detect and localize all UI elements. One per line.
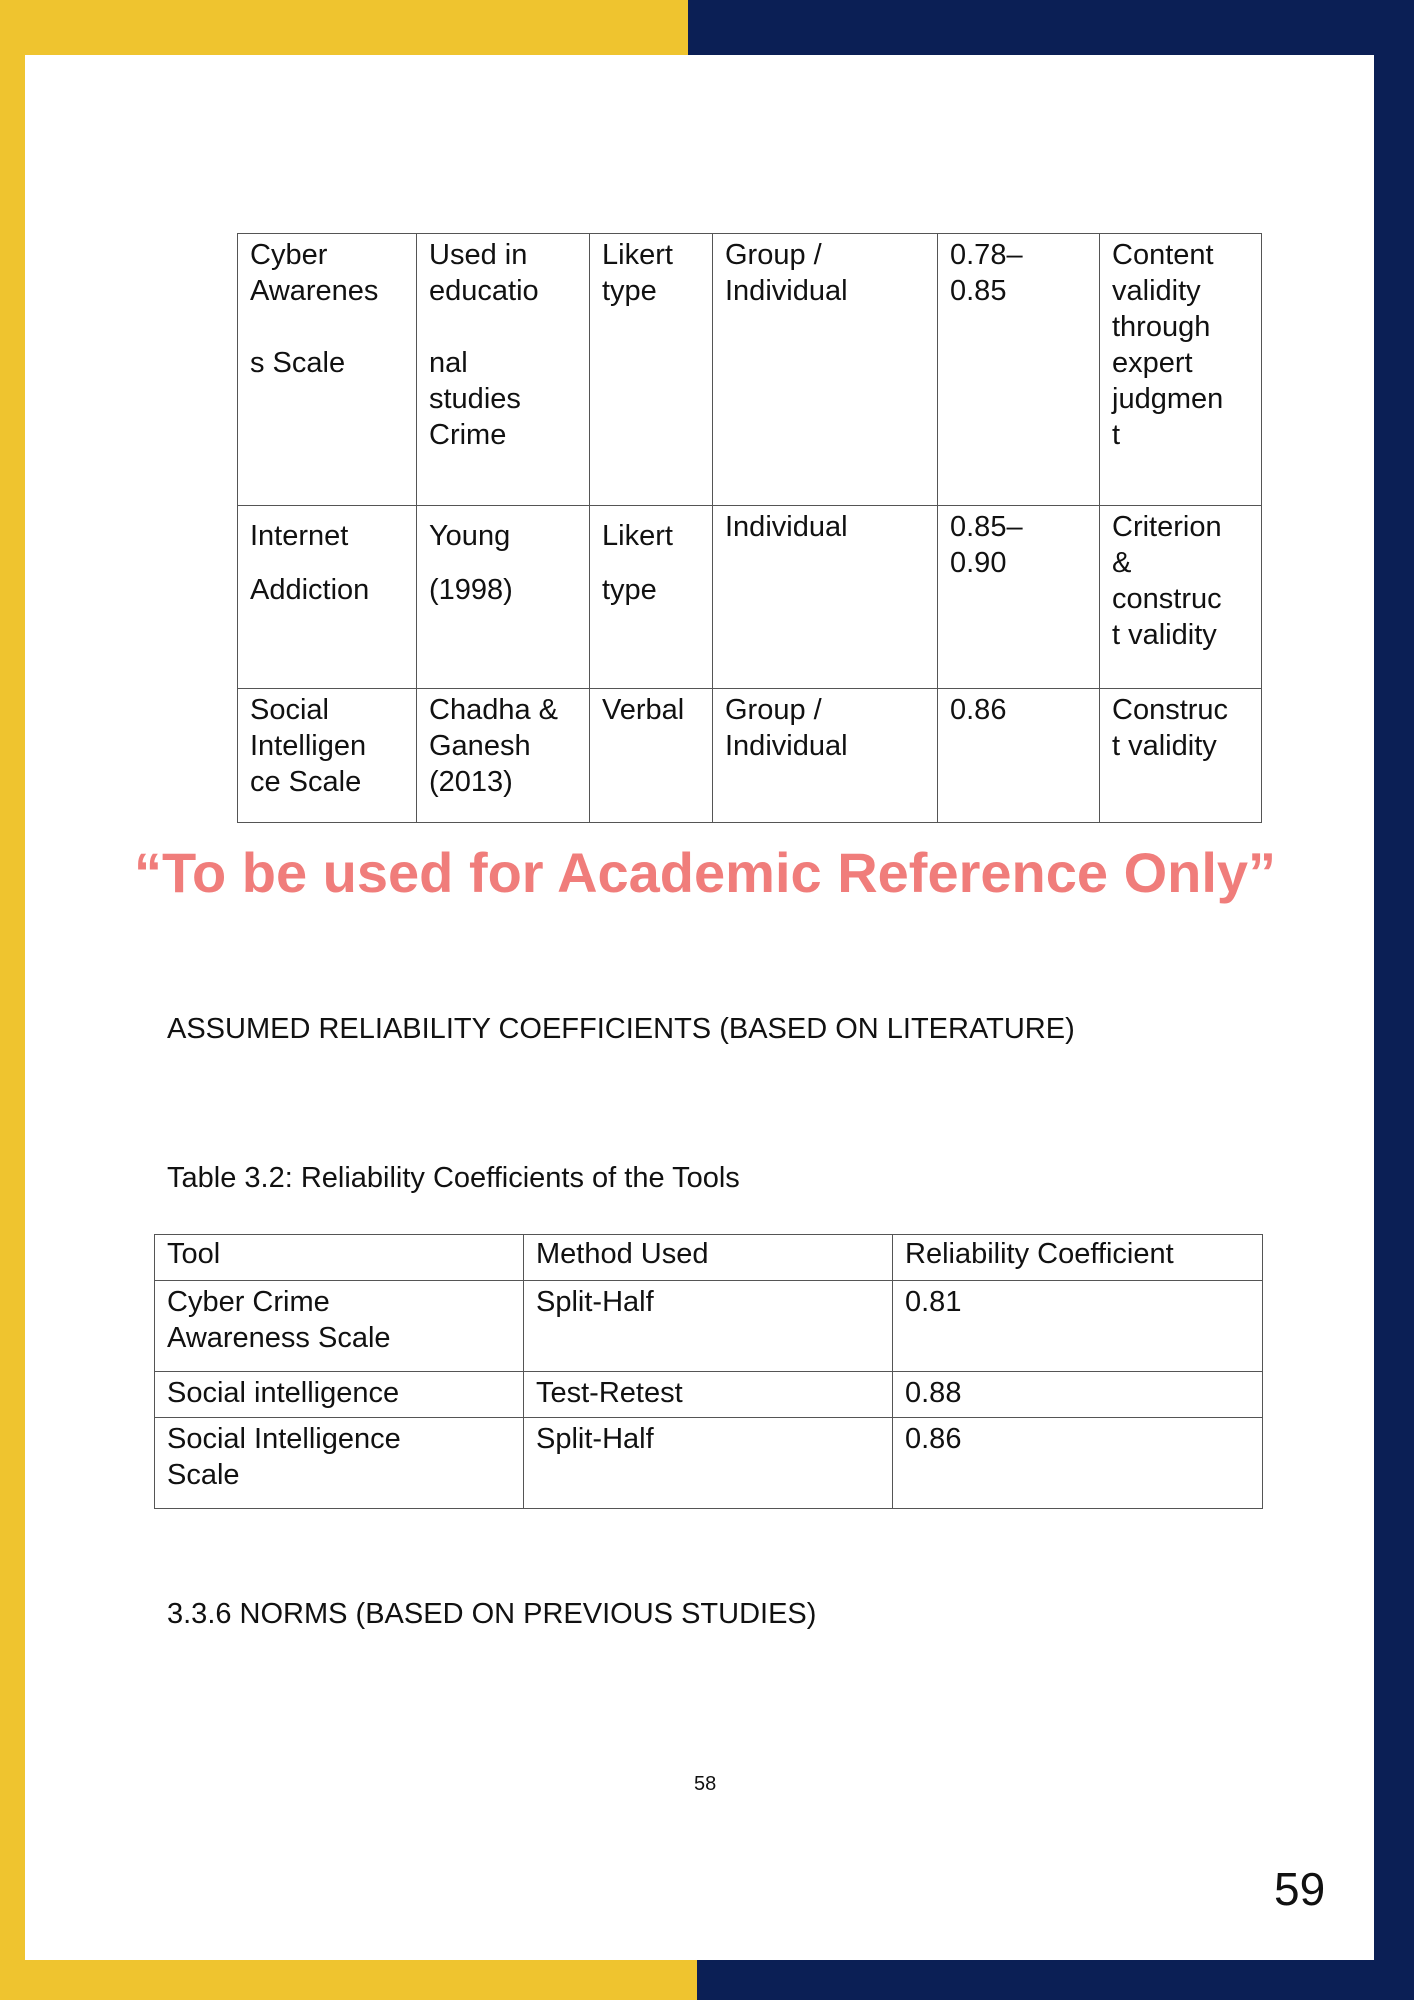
cell-text: Awarenes xyxy=(250,275,379,307)
table-cell xyxy=(950,237,1093,309)
table-border xyxy=(1261,233,1262,823)
cell-text: ce Scale xyxy=(250,766,362,798)
cell-text: Scale xyxy=(167,1459,240,1491)
table-cell xyxy=(167,1421,517,1493)
table-caption: Table 3.2: Reliability Coefficients of the Tools xyxy=(167,1162,740,1194)
table-header-cell xyxy=(905,1236,1256,1272)
cell-text xyxy=(429,309,583,345)
cell-text: 0.86 xyxy=(905,1423,962,1455)
table-cell xyxy=(1112,509,1255,653)
watermark: “To be used for Academic Reference Only” xyxy=(133,841,1277,904)
table-cell xyxy=(1112,692,1255,764)
table-border xyxy=(154,1508,1263,1509)
cell-text: Criterion xyxy=(1112,511,1222,543)
cell-text: Social Intelligence xyxy=(167,1423,401,1455)
table-cell xyxy=(1112,237,1255,453)
table-border xyxy=(154,1371,1263,1372)
cell-text: Young xyxy=(429,520,511,552)
table-border xyxy=(237,233,1262,234)
cell-text: 0.85 xyxy=(950,275,1007,307)
cell-text: Cyber Crime xyxy=(167,1286,330,1318)
table-cell xyxy=(950,692,1093,728)
bottom-color-band xyxy=(0,1960,697,2000)
table-border xyxy=(416,233,417,823)
cell-text: Content xyxy=(1112,239,1214,271)
cell-text: 0.78– xyxy=(950,239,1023,271)
cell-text: Test-Retest xyxy=(536,1377,683,1409)
cell-text: expert xyxy=(1112,347,1193,379)
table-header-cell xyxy=(536,1236,886,1272)
table-cell xyxy=(602,509,706,617)
cell-extra-text: Crime xyxy=(429,419,507,451)
cell-text: validity xyxy=(1112,275,1201,307)
cell-text: 0.90 xyxy=(950,547,1007,579)
table-cell xyxy=(725,237,931,309)
cell-text: Internet xyxy=(250,520,349,552)
cell-text: construc xyxy=(1112,583,1222,615)
document-page xyxy=(25,55,1374,1960)
cell-text: Social xyxy=(250,694,329,726)
cell-text: type xyxy=(602,275,657,307)
table-cell xyxy=(536,1375,886,1411)
table-border xyxy=(237,822,1262,823)
table-cell xyxy=(905,1284,1256,1320)
table-cell xyxy=(905,1375,1256,1411)
footer-page-number: 58 xyxy=(694,1773,717,1795)
cell-text: Individual xyxy=(725,730,848,762)
cell-text: Verbal xyxy=(602,694,685,726)
cell-text: Addiction xyxy=(250,574,370,606)
cell-text: educatio xyxy=(429,275,539,307)
cell-text: judgmen xyxy=(1112,383,1224,415)
table-cell xyxy=(429,692,583,800)
cell-text: s Scale xyxy=(250,347,346,379)
cell-text: 0.86 xyxy=(950,694,1007,726)
cell-text: Construc xyxy=(1112,694,1229,726)
table-cell xyxy=(167,1375,517,1411)
cell-text: 0.81 xyxy=(905,1286,962,1318)
corner-page-number: 59 xyxy=(1274,1863,1326,1915)
cell-text: Cyber xyxy=(250,239,328,271)
cell-text: t validity xyxy=(1112,730,1217,762)
cell-text: Split-Half xyxy=(536,1423,654,1455)
table-border xyxy=(154,1417,1263,1418)
table-border xyxy=(712,233,713,823)
cell-text: Used in xyxy=(429,239,528,271)
cell-text: Individual xyxy=(725,275,848,307)
table-border xyxy=(237,505,1262,506)
table-cell xyxy=(602,692,706,728)
table-border xyxy=(589,233,590,823)
cell-text: Individual xyxy=(725,511,848,543)
cell-text: t xyxy=(1112,419,1121,451)
cell-text: Likert xyxy=(602,239,673,271)
table-cell xyxy=(725,692,931,764)
table-cell xyxy=(429,509,583,617)
cell-text: t validity xyxy=(1112,619,1217,651)
cell-text: Awareness Scale xyxy=(167,1322,391,1354)
table-cell xyxy=(725,509,931,545)
table-cell xyxy=(167,1284,517,1356)
table-cell xyxy=(250,509,410,617)
header-text: Tool xyxy=(167,1238,221,1270)
cell-text: Intelligen xyxy=(250,730,367,762)
cell-text: Group / xyxy=(725,694,822,726)
table-cell xyxy=(536,1421,886,1457)
table-border xyxy=(237,233,238,823)
cell-text: Chadha & xyxy=(429,694,558,726)
table-cell xyxy=(429,237,583,453)
header-text: Method Used xyxy=(536,1238,709,1270)
table-cell xyxy=(250,237,410,381)
header-text: Reliability Coefficient xyxy=(905,1238,1174,1270)
table-border xyxy=(937,233,938,823)
table-border xyxy=(154,1280,1263,1281)
cell-text xyxy=(250,309,410,345)
cell-text: type xyxy=(602,574,657,606)
cell-text: 0.88 xyxy=(905,1377,962,1409)
cell-text: Group / xyxy=(725,239,822,271)
table-header-cell xyxy=(167,1236,517,1272)
table-cell xyxy=(905,1421,1256,1457)
table-border xyxy=(1099,233,1100,823)
section-heading-reliability: ASSUMED RELIABILITY COEFFICIENTS (BASED ON LITERATURE) xyxy=(167,1013,1075,1045)
cell-text: nal xyxy=(429,347,468,379)
cell-text: Likert xyxy=(602,520,673,552)
cell-text: 0.85– xyxy=(950,511,1023,543)
cell-text: (2013) xyxy=(429,766,513,798)
cell-text: Ganesh xyxy=(429,730,531,762)
section-heading-norms: 3.3.6 NORMS (BASED ON PREVIOUS STUDIES) xyxy=(167,1598,817,1630)
table-cell xyxy=(250,692,410,800)
cell-text: through xyxy=(1112,311,1211,343)
table-border xyxy=(237,688,1262,689)
cell-text: studies xyxy=(429,383,521,415)
cell-text: Split-Half xyxy=(536,1286,654,1318)
table-cell xyxy=(536,1284,886,1320)
table-cell xyxy=(950,509,1093,581)
table-cell xyxy=(602,237,706,309)
table-border xyxy=(154,1234,1263,1235)
cell-text: Social intelligence xyxy=(167,1377,400,1409)
cell-text: (1998) xyxy=(429,574,513,606)
cell-text: & xyxy=(1112,547,1132,579)
